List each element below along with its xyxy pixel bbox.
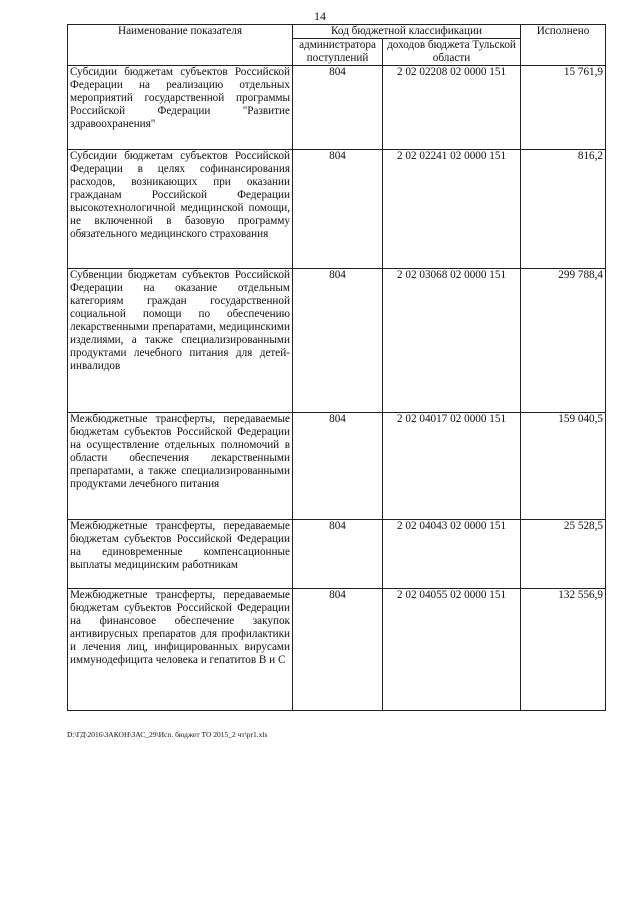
row-admin-code: 804	[293, 413, 383, 520]
row-admin-code: 804	[293, 589, 383, 711]
row-indicator-name: Межбюджетные трансферты, передаваемые бюджетам субъектов Российской Федерации на осуществление отдельных полномочий в области обеспечения лекарственными препаратами, а также специализированными продуктами лечебного питания	[68, 413, 293, 520]
table-row	[68, 150, 606, 269]
row-indicator-name: Субсидии бюджетам субъектов Российской Федерации на реализацию отдельных мероприятий государственной программы Российской Федерации "Развитие здравоохранения"	[68, 66, 293, 150]
table-header	[68, 25, 606, 66]
table-row	[68, 413, 606, 520]
header-indicator-name: Наименование показателя	[68, 25, 293, 66]
row-executed-amount: 15 761,9	[521, 66, 606, 150]
row-income-code: 2 02 02208 02 0000 151	[383, 66, 521, 150]
row-executed-amount: 25 528,5	[521, 520, 606, 589]
row-executed-amount: 159 040,5	[521, 413, 606, 520]
header-admin: администратора поступлений	[293, 39, 383, 66]
row-admin-code: 804	[293, 520, 383, 589]
table-row	[68, 269, 606, 413]
row-executed-amount: 816,2	[521, 150, 606, 269]
row-admin-code: 804	[293, 66, 383, 150]
row-indicator-name: Субсидии бюджетам субъектов Российской Федерации в целях софинансирования расходов, возникающих при оказании гражданам Российской Федерации высокотехнологичной медицинской помощи, не включенной в базовую программу обязательного медицинского страхования	[68, 150, 293, 269]
header-code-group: Код бюджетной классификации	[293, 25, 521, 39]
header-executed: Исполнено	[521, 25, 606, 66]
file-path-footer: D:\ГД\2016\ЗАКОН\ЗАС_29\Исп. бюджет ТО 2015_2 чт\рr1.xls	[67, 730, 268, 739]
row-executed-amount: 132 556,9	[521, 589, 606, 711]
row-income-code: 2 02 02241 02 0000 151	[383, 150, 521, 269]
table-row	[68, 66, 606, 150]
row-indicator-name: Межбюджетные трансферты, передаваемые бюджетам субъектов Российской Федерации на финансовое обеспечение закупок антивирусных препаратов для профилактики и лечения лиц, инфицированных вирусами иммунодефицита человека и гепатитов В и С	[68, 589, 293, 711]
row-income-code: 2 02 04017 02 0000 151	[383, 413, 521, 520]
row-income-code: 2 02 04043 02 0000 151	[383, 520, 521, 589]
budget-table	[67, 24, 606, 711]
row-income-code: 2 02 04055 02 0000 151	[383, 589, 521, 711]
table-row	[68, 589, 606, 711]
row-indicator-name: Субвенции бюджетам субъектов Российской Федерации на оказание отдельным категориям граждан государственной социальной помощи по обеспечению лекарственными препаратами, медицинскими изделиями, а также специализированными продуктами лечебного питания для детей-инвалидов	[68, 269, 293, 413]
page-number: 14	[314, 9, 326, 23]
row-executed-amount: 299 788,4	[521, 269, 606, 413]
row-admin-code: 804	[293, 269, 383, 413]
table-row	[68, 520, 606, 589]
header-income: доходов бюджета Тульской области	[383, 39, 521, 66]
row-admin-code: 804	[293, 150, 383, 269]
row-indicator-name: Межбюджетные трансферты, передаваемые бюджетам субъектов Российской Федерации на единовременные компенсационные выплаты медицинским работникам	[68, 520, 293, 589]
row-income-code: 2 02 03068 02 0000 151	[383, 269, 521, 413]
